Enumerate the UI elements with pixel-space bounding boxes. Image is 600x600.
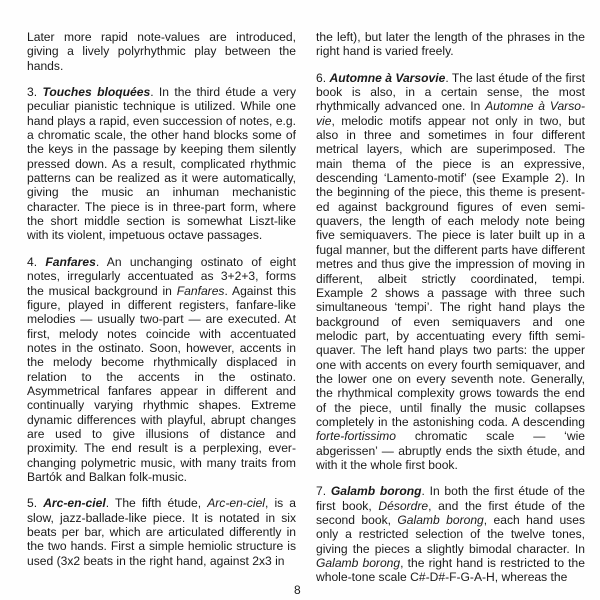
left-column [27,30,296,580]
page-number: 8 [294,583,301,597]
paragraph-touches-bloquees: 3. Touches bloquées. In the third étude a very peculiar pianistic technique is utilized. While one hand plays a rapid, even succession of notes, e.g. a chromatic scale, the other hand blocks some of the keys in the passage by keeping them silently pressed down. As a result, complicated rhythmic patterns can be realized as it were automatically, giving the music an inhuman mechanistic character. The piece is in three-part form, where the short middle section is somewhat Liszt-like with its violent, impetuous octave passages. [27,85,296,243]
etude-title: Fanfares [45,254,96,269]
paragraph-continuation: Later more rapid note-values are introduced, giving a lively polyrhythmic play between the hands. [27,30,296,73]
etude-title: Arc-en-ciel [43,496,106,511]
etude-title: Automne à Varsovie [329,70,446,85]
right-column [316,30,585,597]
paragraph-continuation: the left), but later the length of the phrases in the right hand is varied freely. [316,30,585,59]
paragraph-fanfares: 4. Fanfares. An unchanging ostinato of eight notes, irregularly accentuated as 3+2+3, forms the musical background in Fanfares. Against this figure, played in different registers, fanfare-like melodies — usually two-part — are executed. At first, melody notes coincide with accentuated notes in the ostinato. Soon, however, accents in the melody become rhythmically displaced in relation to the accents in the ostinato. Asymmetrical fanfares appear in different and continually varying rhythmic shapes. Extreme dynamic differences with playful, abrupt changes are used to give illusions of distance and proximity. The end result is a perplexing, everchanging polymetric music, with many traits from Bartók and Balkan folk-music. [27,254,296,484]
paragraph-automne-a-varsovie: 6. Automne à Varsovie. The last étude of the first book is also, in a certain sense, the most rhythmically advanced one. In Automne à Varsovie, melodic motifs appear not only in two, but also in three and sometimes in four different metrical layers, which are superimposed. The main thema of the piece is an expressive, descending ‘Lamento-motif’ (see Example 2). In the beginning of the piece, this theme is presented against background figures of even semiquavers, the length of each melody note being five semiquavers. The piece is later built up in a fugal manner, but the different parts have different metres and thus give the impression of moving in different, albeit strictly coordinated, tempi. Example 2 shows a passage with three such simultaneous ‘tempi’. The right hand plays the background of even semiquavers and one melodic part, by accentuating every fifth semiquaver. The left hand plays two parts: the upper one with accents on every fourth semiquaver, and the lower one on every seventh note. Generally, the rhythmical complexity grows towards the end of the piece, until finally the music collapses completely in the astonishing coda. A descending forte-fortissimo chromatic scale — ‘wie abgerissen’ — abruptly ends the sixth étude, and with it the whole first book. [316,70,586,472]
etude-title: Galamb borong [330,484,422,499]
paragraph-galamb-borong: 7. Galamb borong. In both the first étude of the first book, Désordre, and the first étude of the second book, Galamb borong, each hand uses only a restricted selection of the twelve tones, giving the pieces a slightly bimodal character. In Galamb borong, the right hand is restricted to the whole-tone scale C#-D#-F-G-A-H, whereas the [316,484,586,585]
etude-title: Touches bloquées [42,85,151,100]
paragraph-arc-en-ciel: 5. Arc-en-ciel. The fifth étude, Arc-en-ciel, is a slow, jazz-ballade-like piece. It is notated in six beats per bar, which are articulated differently in the two hands. First a simple hemiolic structure is used (3x2 beats in the right hand, against 2x3 in [27,496,296,568]
